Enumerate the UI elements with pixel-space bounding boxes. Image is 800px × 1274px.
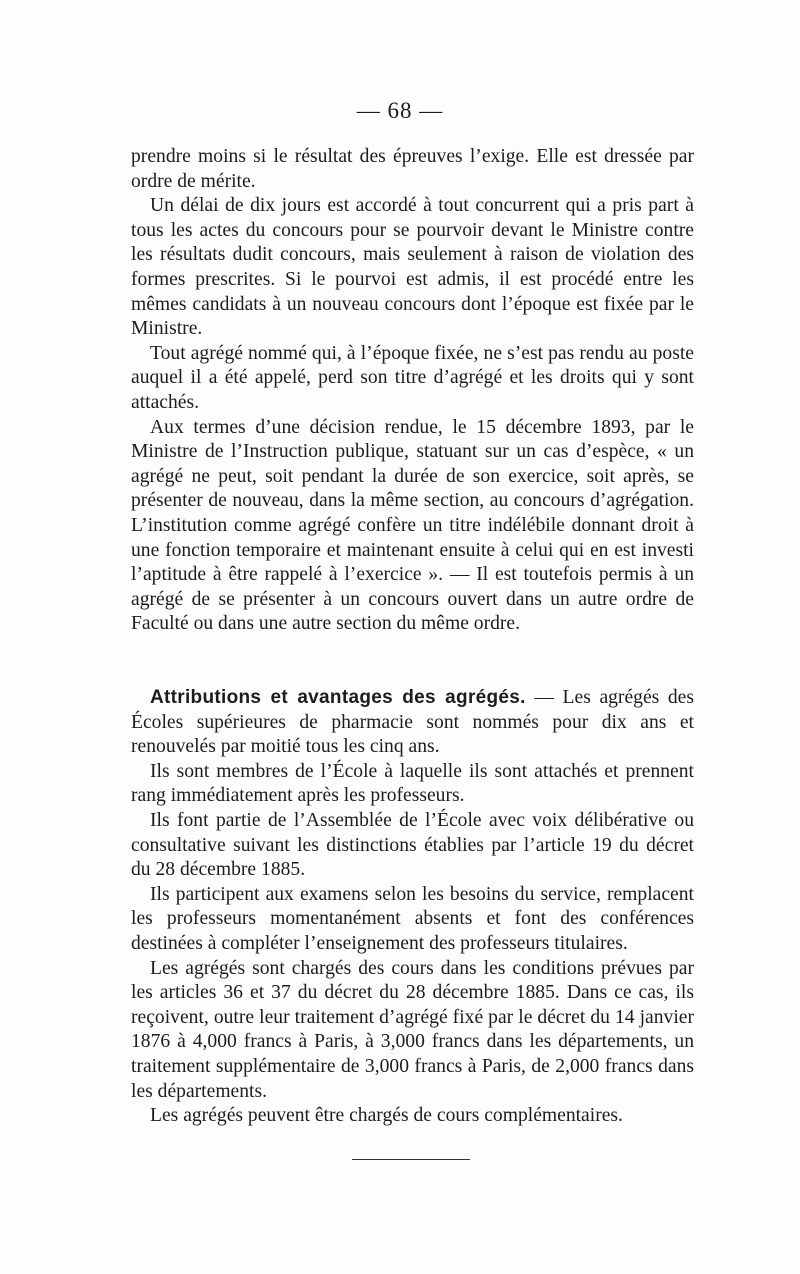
paragraph: Les agrégés sont chargés des cours dans les conditions prévues par les articles 36 et 37 du décret du 28 décembre 1885. Dans ce cas, ils reçoivent, outre leur traitement d’agrégé fixé par le décret du 14 janvier 1876 à 4,000 francs à Paris, à 3,000 francs dans les départements, un traitement supplémentaire de 3,000 francs à Paris, de 2,000 francs dans les départements. [131, 957, 694, 1102]
paragraph: Ils font partie de l’Assemblée de l’École avec voix délibérative ou consultative suivant les distinctions établies par l’article 19 du décret du 28 décembre 1885. [131, 809, 694, 881]
body-text-upper [131, 145, 694, 637]
paragraph: Les agrégés peuvent être chargés de cours complémentaires. [150, 1105, 623, 1127]
section-lead-paragraph [131, 686, 694, 760]
paragraph: Un délai de dix jours est accordé à tout concurrent qui a pris part à tous les actes du concours pour se pourvoir devant le Ministre contre les résultats dudit concours, mais seulement à raison de violation des formes prescrites. Si le pourvoi est admis, il est procédé entre les mêmes candidats à un nouveau concours dont l’époque est fixée par le Ministre. [131, 195, 694, 340]
paragraph: Tout agrégé nommé qui, à l’époque fixée, ne s’est pas rendu au poste auquel il a été appelé, perd son titre d’agrégé et les droits qui y sont attachés. [131, 342, 694, 413]
section-lead-text: — Les agrégés des Écoles supérieures de pharmacie sont nommés pour dix ans et renouvelés par moitié tous les cinq ans. [131, 687, 695, 758]
paragraph: Ils sont membres de l’École à laquelle ils sont attachés et prennent rang immédiatement après les professeurs. [131, 760, 694, 807]
paragraph: Aux termes d’une décision rendue, le 15 décembre 1893, par le Ministre de l’Instruction publique, statuant sur un cas d’espèce, « un agrégé ne peut, soit pendant la durée de son exercice, soit après, se présenter de nouveau, dans la même section, au concours d’agrégation. L’institution comme agrégé confère un titre indélébile donnant droit à une fonction temporaire et maintenant ensuite à celui qui en est investi l’aptitude à être rappelé à l’exercice ». — Il est toutefois permis à un agrégé de se présenter à un concours ouvert dans un autre ordre de Faculté ou dans une autre section du même ordre. [131, 416, 694, 635]
end-rule-divider [352, 1159, 470, 1160]
paragraph: Ils participent aux examens selon les besoins du service, remplacent les professeurs momentanément absents et font des conférences destinées à compléter l’enseignement des professeurs titulaires. [131, 883, 694, 954]
section-heading: Attributions et avantages des agrégés. [150, 687, 526, 708]
page-number: — 68 — [356, 98, 444, 123]
paragraph: prendre moins si le résultat des épreuves l’exige. Elle est dressée par ordre de mérite. [131, 146, 694, 192]
section-attributions [131, 686, 694, 1129]
